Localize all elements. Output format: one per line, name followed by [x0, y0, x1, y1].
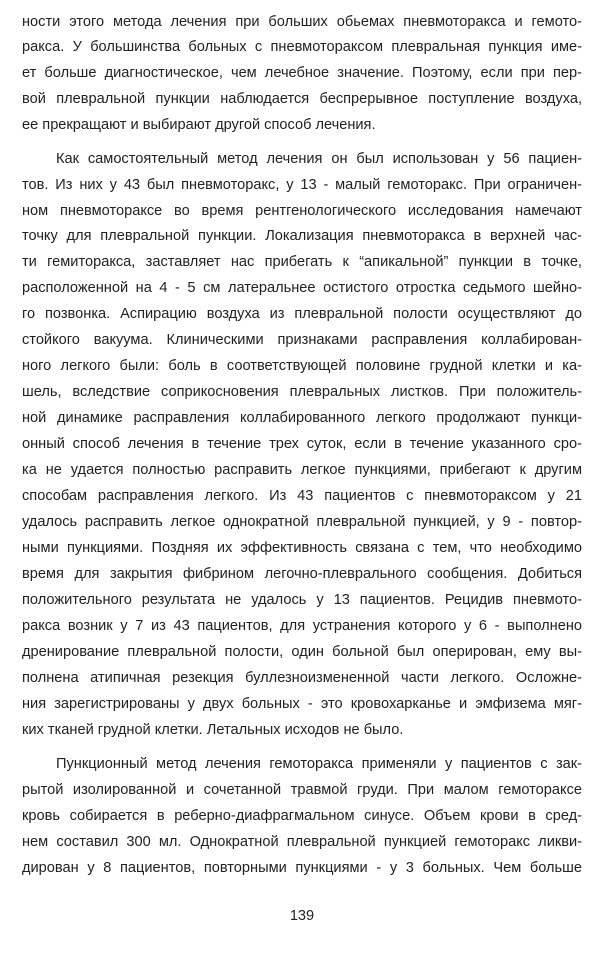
text-line: тов. Из них у 43 был пневмоторакс, у 13 - малый гемоторакс. При ограничен- [22, 177, 582, 193]
text-line: кровь собирается в реберно-диафрагмальном синусе. Объем крови в сред- [22, 808, 582, 824]
text-line: ких тканей грудной клетки. Летальных исходов не было. [22, 722, 404, 738]
text-line: вой плевральной пункции наблюдается беспрерывное поступление воздуха, [22, 91, 582, 107]
text-line: ее прекращают и выбирают другой способ лечения. [22, 117, 376, 133]
page-number: 139 [289, 908, 315, 924]
text-line: ракса возник у 7 из 43 пациентов, для устранения которого у 6 - выполнено [22, 618, 582, 634]
text-line: время для закрытия фибрином легочно-плеврального сообщения. Добиться [22, 566, 582, 582]
text-line: Как самостоятельный метод лечения он был использован у 56 пациен- [56, 151, 582, 167]
text-line: шель, вследствие соприкосновения плевральных листков. При положитель- [22, 384, 582, 400]
text-line: стойкого вакуума. Клиническими признаками расправления коллабирован- [22, 332, 582, 348]
text-line: ти гемиторакса, заставляет нас прибегать к “апикальной” пункции в точке, [22, 254, 582, 270]
text-line: нем составил 300 мл. Однократной плевральной пункцией гемоторакс ликви- [22, 834, 582, 850]
text-line: ными пункциями. Поздняя их эффективность связана с тем, что необходимо [22, 540, 582, 556]
text-line: ка не удается полностью расправить легкое пункциями, прибегают к другим [22, 462, 582, 478]
text-line: дренирование плевральной полости, один больной был оперирован, ему вы- [22, 644, 582, 660]
text-line: ного легкого были: боль в соответствующей половине грудной клетки и ка- [22, 358, 582, 374]
text-line: ности этого метода лечения при больших обьемах пневмоторакса и гемото- [22, 14, 582, 30]
text-line: ет больше диагностическое, чем лечебное значение. Поэтому, если при пер- [22, 65, 582, 81]
text-line: способам расправления легкого. Из 43 пациентов с пневмотораксом у 21 [22, 488, 582, 504]
text-line: го позвонка. Аспирацию воздуха из плевральной полости осуществляют до [22, 306, 582, 322]
text-line: ния зарегистрированы у двух больных - это кровохарканье и эмфизема мяг- [22, 696, 582, 712]
text-line: ракса. У большинства больных с пневмотораксом плевральная пункция име- [22, 39, 582, 55]
text-line: рытой изолированной и сочетанной травмой груди. При малом гемотораксе [22, 782, 582, 798]
text-line: точку для плевральной пункции. Локализация пневмоторакса в верхней час- [22, 228, 582, 244]
text-line: расположенной на 4 - 5 см латеральнее остистого отростка седьмого шейно- [22, 280, 582, 296]
text-line: положительного результата не удалось у 13 пациентов. Рецидив пневмото- [22, 592, 582, 608]
text-line: полнена атипичная резекция буллезноизмененной части легкого. Осложне- [22, 670, 582, 686]
text-line: Пункционный метод лечения гемоторакса применяли у пациентов с зак- [56, 756, 582, 772]
text-line: ной динамике расправления коллабированного легкого продолжают пункци- [22, 410, 582, 426]
text-line: ном пневмотораксе во время рентгенологического исследования намечают [22, 203, 582, 219]
text-line: удалось расправить легкое однократной плевральной пункцией, у 9 - повтор- [22, 514, 582, 530]
text-line: онный способ лечения в течение трех суток, если в течение указанного сро- [22, 436, 582, 452]
text-line: дирован у 8 пациентов, повторными пункциями - у 3 больных. Чем больше [22, 860, 582, 876]
